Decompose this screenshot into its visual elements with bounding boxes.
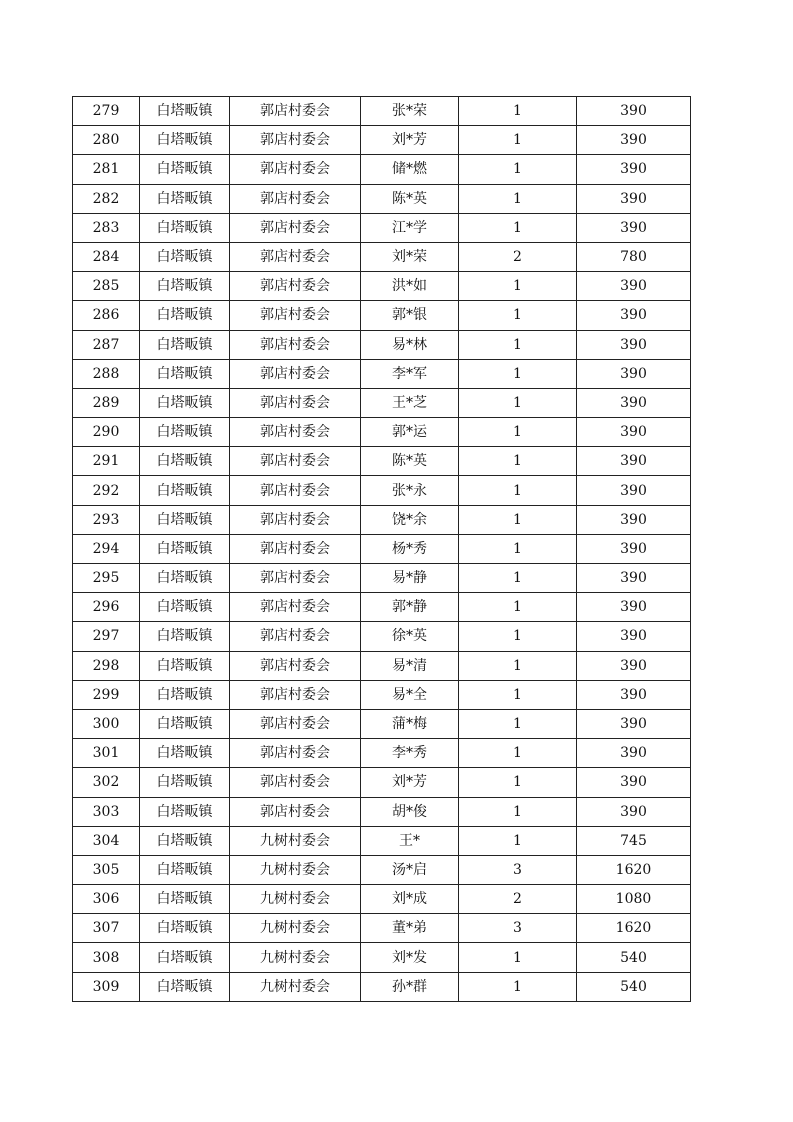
- town-cell: 白塔畈镇: [140, 242, 230, 271]
- name-cell: 王*芝: [361, 388, 459, 417]
- count-cell: 1: [459, 184, 577, 213]
- amount-cell: 390: [577, 272, 691, 301]
- row-number-cell: 285: [73, 272, 140, 301]
- village-cell: 九树村委会: [230, 972, 361, 1001]
- table-row: [73, 914, 691, 943]
- town-cell: 白塔畈镇: [140, 826, 230, 855]
- town-cell: 白塔畈镇: [140, 709, 230, 738]
- table-row: [73, 826, 691, 855]
- village-cell: 郭店村委会: [230, 534, 361, 563]
- village-cell: 九树村委会: [230, 855, 361, 884]
- row-number-cell: 289: [73, 388, 140, 417]
- table-row: [73, 272, 691, 301]
- row-number-cell: 290: [73, 418, 140, 447]
- count-cell: 1: [459, 301, 577, 330]
- table-row: [73, 447, 691, 476]
- name-cell: 刘*成: [361, 885, 459, 914]
- table-row: [73, 301, 691, 330]
- roster-table: [72, 96, 691, 1002]
- name-cell: 张*永: [361, 476, 459, 505]
- table-row: [73, 885, 691, 914]
- town-cell: 白塔畈镇: [140, 739, 230, 768]
- table-row: [73, 476, 691, 505]
- amount-cell: 390: [577, 359, 691, 388]
- amount-cell: 390: [577, 126, 691, 155]
- row-number-cell: 288: [73, 359, 140, 388]
- amount-cell: 390: [577, 651, 691, 680]
- village-cell: 郭店村委会: [230, 213, 361, 242]
- name-cell: 饶*余: [361, 505, 459, 534]
- name-cell: 王*: [361, 826, 459, 855]
- name-cell: 蒲*梅: [361, 709, 459, 738]
- count-cell: 1: [459, 330, 577, 359]
- name-cell: 储*燃: [361, 155, 459, 184]
- amount-cell: 540: [577, 972, 691, 1001]
- town-cell: 白塔畈镇: [140, 943, 230, 972]
- table-row: [73, 593, 691, 622]
- count-cell: 1: [459, 505, 577, 534]
- town-cell: 白塔畈镇: [140, 593, 230, 622]
- amount-cell: 390: [577, 184, 691, 213]
- village-cell: 郭店村委会: [230, 242, 361, 271]
- amount-cell: 1080: [577, 885, 691, 914]
- count-cell: 1: [459, 768, 577, 797]
- count-cell: 2: [459, 885, 577, 914]
- amount-cell: 390: [577, 534, 691, 563]
- village-cell: 郭店村委会: [230, 155, 361, 184]
- count-cell: 1: [459, 359, 577, 388]
- row-number-cell: 286: [73, 301, 140, 330]
- name-cell: 陈*英: [361, 447, 459, 476]
- town-cell: 白塔畈镇: [140, 213, 230, 242]
- name-cell: 孙*群: [361, 972, 459, 1001]
- amount-cell: 390: [577, 768, 691, 797]
- count-cell: 1: [459, 826, 577, 855]
- count-cell: 1: [459, 972, 577, 1001]
- village-cell: 郭店村委会: [230, 476, 361, 505]
- table-row: [73, 622, 691, 651]
- table-row: [73, 739, 691, 768]
- village-cell: 郭店村委会: [230, 97, 361, 126]
- table-row: [73, 388, 691, 417]
- row-number-cell: 280: [73, 126, 140, 155]
- name-cell: 刘*发: [361, 943, 459, 972]
- name-cell: 江*学: [361, 213, 459, 242]
- row-number-cell: 284: [73, 242, 140, 271]
- count-cell: 1: [459, 680, 577, 709]
- town-cell: 白塔畈镇: [140, 272, 230, 301]
- name-cell: 徐*英: [361, 622, 459, 651]
- amount-cell: 390: [577, 564, 691, 593]
- town-cell: 白塔畈镇: [140, 534, 230, 563]
- table-row: [73, 943, 691, 972]
- row-number-cell: 279: [73, 97, 140, 126]
- amount-cell: 780: [577, 242, 691, 271]
- row-number-cell: 295: [73, 564, 140, 593]
- amount-cell: 390: [577, 593, 691, 622]
- table-row: [73, 797, 691, 826]
- village-cell: 郭店村委会: [230, 447, 361, 476]
- village-cell: 九树村委会: [230, 914, 361, 943]
- village-cell: 郭店村委会: [230, 739, 361, 768]
- amount-cell: 390: [577, 330, 691, 359]
- village-cell: 九树村委会: [230, 826, 361, 855]
- town-cell: 白塔畈镇: [140, 885, 230, 914]
- amount-cell: 390: [577, 622, 691, 651]
- town-cell: 白塔畈镇: [140, 359, 230, 388]
- count-cell: 3: [459, 855, 577, 884]
- amount-cell: 390: [577, 797, 691, 826]
- name-cell: 易*全: [361, 680, 459, 709]
- name-cell: 刘*荣: [361, 242, 459, 271]
- town-cell: 白塔畈镇: [140, 855, 230, 884]
- table-row: [73, 680, 691, 709]
- table-row: [73, 418, 691, 447]
- village-cell: 郭店村委会: [230, 330, 361, 359]
- amount-cell: 390: [577, 97, 691, 126]
- village-cell: 郭店村委会: [230, 797, 361, 826]
- village-cell: 郭店村委会: [230, 505, 361, 534]
- count-cell: 1: [459, 651, 577, 680]
- village-cell: 郭店村委会: [230, 418, 361, 447]
- name-cell: 杨*秀: [361, 534, 459, 563]
- name-cell: 易*清: [361, 651, 459, 680]
- table-row: [73, 972, 691, 1001]
- town-cell: 白塔畈镇: [140, 797, 230, 826]
- town-cell: 白塔畈镇: [140, 126, 230, 155]
- count-cell: 1: [459, 622, 577, 651]
- name-cell: 汤*启: [361, 855, 459, 884]
- town-cell: 白塔畈镇: [140, 768, 230, 797]
- amount-cell: 390: [577, 476, 691, 505]
- table-row: [73, 184, 691, 213]
- village-cell: 郭店村委会: [230, 593, 361, 622]
- row-number-cell: 305: [73, 855, 140, 884]
- count-cell: 1: [459, 388, 577, 417]
- town-cell: 白塔畈镇: [140, 476, 230, 505]
- name-cell: 陈*英: [361, 184, 459, 213]
- row-number-cell: 308: [73, 943, 140, 972]
- table-row: [73, 330, 691, 359]
- amount-cell: 390: [577, 155, 691, 184]
- village-cell: 郭店村委会: [230, 301, 361, 330]
- name-cell: 胡*俊: [361, 797, 459, 826]
- row-number-cell: 294: [73, 534, 140, 563]
- count-cell: 1: [459, 213, 577, 242]
- row-number-cell: 297: [73, 622, 140, 651]
- amount-cell: 390: [577, 388, 691, 417]
- town-cell: 白塔畈镇: [140, 301, 230, 330]
- village-cell: 郭店村委会: [230, 126, 361, 155]
- table-row: [73, 855, 691, 884]
- amount-cell: 390: [577, 680, 691, 709]
- village-cell: 九树村委会: [230, 943, 361, 972]
- count-cell: 1: [459, 97, 577, 126]
- table-row: [73, 505, 691, 534]
- town-cell: 白塔畈镇: [140, 651, 230, 680]
- table-row: [73, 213, 691, 242]
- count-cell: 1: [459, 126, 577, 155]
- village-cell: 郭店村委会: [230, 388, 361, 417]
- row-number-cell: 291: [73, 447, 140, 476]
- amount-cell: 390: [577, 447, 691, 476]
- amount-cell: 390: [577, 505, 691, 534]
- village-cell: 郭店村委会: [230, 768, 361, 797]
- row-number-cell: 282: [73, 184, 140, 213]
- town-cell: 白塔畈镇: [140, 972, 230, 1001]
- row-number-cell: 287: [73, 330, 140, 359]
- town-cell: 白塔畈镇: [140, 97, 230, 126]
- town-cell: 白塔畈镇: [140, 505, 230, 534]
- town-cell: 白塔畈镇: [140, 914, 230, 943]
- row-number-cell: 303: [73, 797, 140, 826]
- village-cell: 九树村委会: [230, 885, 361, 914]
- town-cell: 白塔畈镇: [140, 330, 230, 359]
- amount-cell: 390: [577, 301, 691, 330]
- row-number-cell: 301: [73, 739, 140, 768]
- table-row: [73, 709, 691, 738]
- row-number-cell: 304: [73, 826, 140, 855]
- count-cell: 1: [459, 797, 577, 826]
- town-cell: 白塔畈镇: [140, 447, 230, 476]
- count-cell: 1: [459, 564, 577, 593]
- amount-cell: 390: [577, 709, 691, 738]
- name-cell: 洪*如: [361, 272, 459, 301]
- row-number-cell: 296: [73, 593, 140, 622]
- row-number-cell: 309: [73, 972, 140, 1001]
- row-number-cell: 292: [73, 476, 140, 505]
- village-cell: 郭店村委会: [230, 272, 361, 301]
- amount-cell: 390: [577, 213, 691, 242]
- town-cell: 白塔畈镇: [140, 680, 230, 709]
- count-cell: 1: [459, 476, 577, 505]
- table-row: [73, 359, 691, 388]
- village-cell: 郭店村委会: [230, 709, 361, 738]
- table-row: [73, 768, 691, 797]
- name-cell: 张*荣: [361, 97, 459, 126]
- count-cell: 1: [459, 534, 577, 563]
- name-cell: 李*军: [361, 359, 459, 388]
- village-cell: 郭店村委会: [230, 184, 361, 213]
- count-cell: 1: [459, 709, 577, 738]
- row-number-cell: 306: [73, 885, 140, 914]
- village-cell: 郭店村委会: [230, 680, 361, 709]
- row-number-cell: 300: [73, 709, 140, 738]
- count-cell: 1: [459, 272, 577, 301]
- name-cell: 郭*运: [361, 418, 459, 447]
- town-cell: 白塔畈镇: [140, 155, 230, 184]
- count-cell: 1: [459, 447, 577, 476]
- row-number-cell: 298: [73, 651, 140, 680]
- count-cell: 1: [459, 739, 577, 768]
- name-cell: 易*静: [361, 564, 459, 593]
- table-row: [73, 155, 691, 184]
- table-row: [73, 651, 691, 680]
- table-row: [73, 242, 691, 271]
- name-cell: 郭*静: [361, 593, 459, 622]
- name-cell: 李*秀: [361, 739, 459, 768]
- row-number-cell: 293: [73, 505, 140, 534]
- count-cell: 1: [459, 943, 577, 972]
- name-cell: 刘*芳: [361, 768, 459, 797]
- table-row: [73, 97, 691, 126]
- table-row: [73, 126, 691, 155]
- row-number-cell: 299: [73, 680, 140, 709]
- village-cell: 郭店村委会: [230, 359, 361, 388]
- amount-cell: 745: [577, 826, 691, 855]
- roster-body: [73, 97, 691, 1002]
- amount-cell: 1620: [577, 855, 691, 884]
- count-cell: 3: [459, 914, 577, 943]
- town-cell: 白塔畈镇: [140, 418, 230, 447]
- count-cell: 2: [459, 242, 577, 271]
- row-number-cell: 281: [73, 155, 140, 184]
- count-cell: 1: [459, 155, 577, 184]
- town-cell: 白塔畈镇: [140, 184, 230, 213]
- amount-cell: 540: [577, 943, 691, 972]
- name-cell: 董*弟: [361, 914, 459, 943]
- name-cell: 郭*银: [361, 301, 459, 330]
- amount-cell: 1620: [577, 914, 691, 943]
- name-cell: 刘*芳: [361, 126, 459, 155]
- amount-cell: 390: [577, 418, 691, 447]
- village-cell: 郭店村委会: [230, 564, 361, 593]
- town-cell: 白塔畈镇: [140, 622, 230, 651]
- town-cell: 白塔畈镇: [140, 564, 230, 593]
- name-cell: 易*林: [361, 330, 459, 359]
- table-row: [73, 534, 691, 563]
- table-row: [73, 564, 691, 593]
- village-cell: 郭店村委会: [230, 651, 361, 680]
- count-cell: 1: [459, 593, 577, 622]
- town-cell: 白塔畈镇: [140, 388, 230, 417]
- row-number-cell: 283: [73, 213, 140, 242]
- row-number-cell: 302: [73, 768, 140, 797]
- amount-cell: 390: [577, 739, 691, 768]
- village-cell: 郭店村委会: [230, 622, 361, 651]
- row-number-cell: 307: [73, 914, 140, 943]
- count-cell: 1: [459, 418, 577, 447]
